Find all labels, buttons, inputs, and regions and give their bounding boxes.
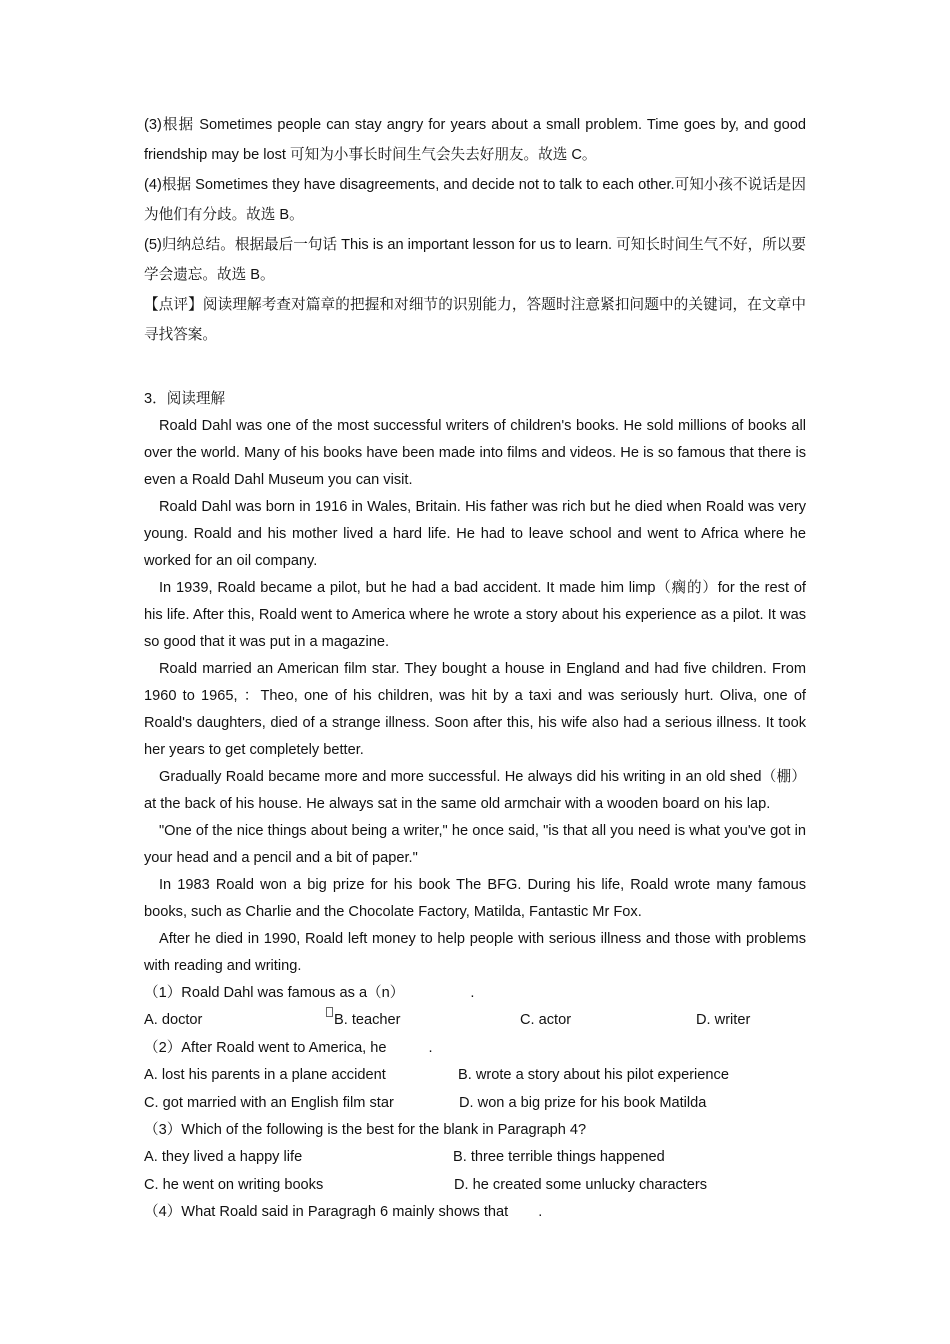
passage-paragraph: In 1983 Roald won a big prize for his book The BFG. During his life, Roald wrote many famous books, such as Charlie and the Chocolate Factory, Matilda, Fantastic Mr Fox. bbox=[144, 877, 806, 920]
question-end: . bbox=[470, 985, 475, 1001]
question-end: . bbox=[538, 1204, 543, 1221]
options-row bbox=[144, 1144, 806, 1171]
option-c[interactable]: C. got married with an English film star bbox=[144, 1094, 394, 1111]
question-4 bbox=[144, 1199, 806, 1226]
passage-paragraph: After he died in 1990, Roald left money to help people with serious illness and those with problems with reading and writing. bbox=[144, 931, 806, 974]
options-row bbox=[144, 1007, 806, 1034]
reading-passage bbox=[144, 413, 806, 980]
passage-paragraph: Roald married an American film star. They bought a house in England and had five children. From 1960 to 1965, ：Theo, one of his children, was hit by a taxi and was seriously hurt. Oliva, one of Roald's daughters, died of a strange illness. Soon after this, his wife also had a serious illness. It took her years to get completely better. bbox=[144, 661, 806, 758]
passage-paragraph: In 1939, Roald became a pilot, but he had a bad accident. It made him limp（瘸的）for the rest of his life. After this, Roald went to America where he wrote a story about his experience as a pilot. It was so good that it was put in a magazine. bbox=[144, 580, 806, 650]
answer-explanation-4: (4)根据 Sometimes they have disagreements, and decide not to talk to each other.可知小孩不说话是因为他们有分歧。故选 B。 bbox=[144, 177, 806, 223]
passage-paragraph: Gradually Roald became more and more successful. He always did his writing in an old shed（棚）at the back of his house. He always sat in the same old armchair with a wooden board on his lap. bbox=[144, 769, 806, 812]
option-b[interactable]: B. three terrible things happened bbox=[453, 1149, 665, 1166]
options-row bbox=[144, 1090, 806, 1117]
option-a[interactable]: A. doctor bbox=[144, 1012, 203, 1029]
document-page bbox=[144, 110, 806, 1227]
answer-explanation-5: (5)归纳总结。根据最后一句话 This is an important lesson for us to learn. 可知长时间生气不好，所以要学会遗忘。故选 B。 bbox=[144, 237, 806, 283]
box-glyph-icon bbox=[326, 1007, 333, 1017]
option-d[interactable]: D. he created some unlucky characters bbox=[454, 1176, 708, 1193]
passage-paragraph: Roald Dahl was born in 1916 in Wales, Britain. His father was rich but he died when Roald was very young. Roald and his mother lived a hard life. He had to leave school and went to Africa where he worked for an oil company. bbox=[144, 499, 806, 569]
section-title: 3．阅读理解 bbox=[144, 391, 226, 407]
option-c[interactable]: C. actor bbox=[520, 1012, 572, 1029]
question-3 bbox=[144, 1117, 806, 1199]
question-stem: （1）Roald Dahl was famous as a（n） bbox=[144, 985, 405, 1001]
option-b[interactable]: B. wrote a story about his pilot experience bbox=[458, 1067, 729, 1084]
question-end: . bbox=[428, 1039, 433, 1056]
option-c[interactable]: C. he went on writing books bbox=[144, 1176, 324, 1193]
options-row bbox=[144, 1172, 806, 1199]
option-d[interactable]: D. won a big prize for his book Matilda bbox=[459, 1094, 707, 1111]
answer-explanation-3: (3)根据 Sometimes people can stay angry for years about a small problem. Time goes by, and good friendship may be lost 可知为小事长时间生气会失去好朋友。故选 C。 bbox=[144, 117, 806, 163]
question-2 bbox=[144, 1035, 806, 1117]
option-b[interactable]: B. teacher bbox=[334, 1012, 401, 1029]
teacher-comment: 【点评】阅读理解考查对篇章的把握和对细节的识别能力，答题时注意紧扣问题中的关键词，在文章中寻找答案。 bbox=[144, 297, 806, 343]
option-d[interactable]: D. writer bbox=[696, 1012, 751, 1029]
passage-paragraph: Roald Dahl was one of the most successful writers of children's books. He sold millions of books all over the world. Many of his books have been made into films and videos. He is so famous that there is even a Roald Dahl Museum you can visit. bbox=[144, 418, 806, 488]
passage-paragraph: "One of the nice things about being a writer," he once said, "is that all you need is what you've got in your head and a pencil and a bit of paper." bbox=[144, 823, 806, 866]
option-a[interactable]: A. they lived a happy life bbox=[144, 1149, 303, 1166]
question-stem: （2）After Roald went to America, he bbox=[144, 1039, 387, 1056]
question-stem: （4）What Roald said in Paragragh 6 mainly shows that bbox=[144, 1204, 509, 1221]
option-a[interactable]: A. lost his parents in a plane accident bbox=[144, 1067, 386, 1084]
options-row bbox=[144, 1062, 806, 1089]
question-stem: （3）Which of the following is the best for the blank in Paragraph 4? bbox=[144, 1122, 587, 1139]
question-1 bbox=[144, 980, 806, 1035]
